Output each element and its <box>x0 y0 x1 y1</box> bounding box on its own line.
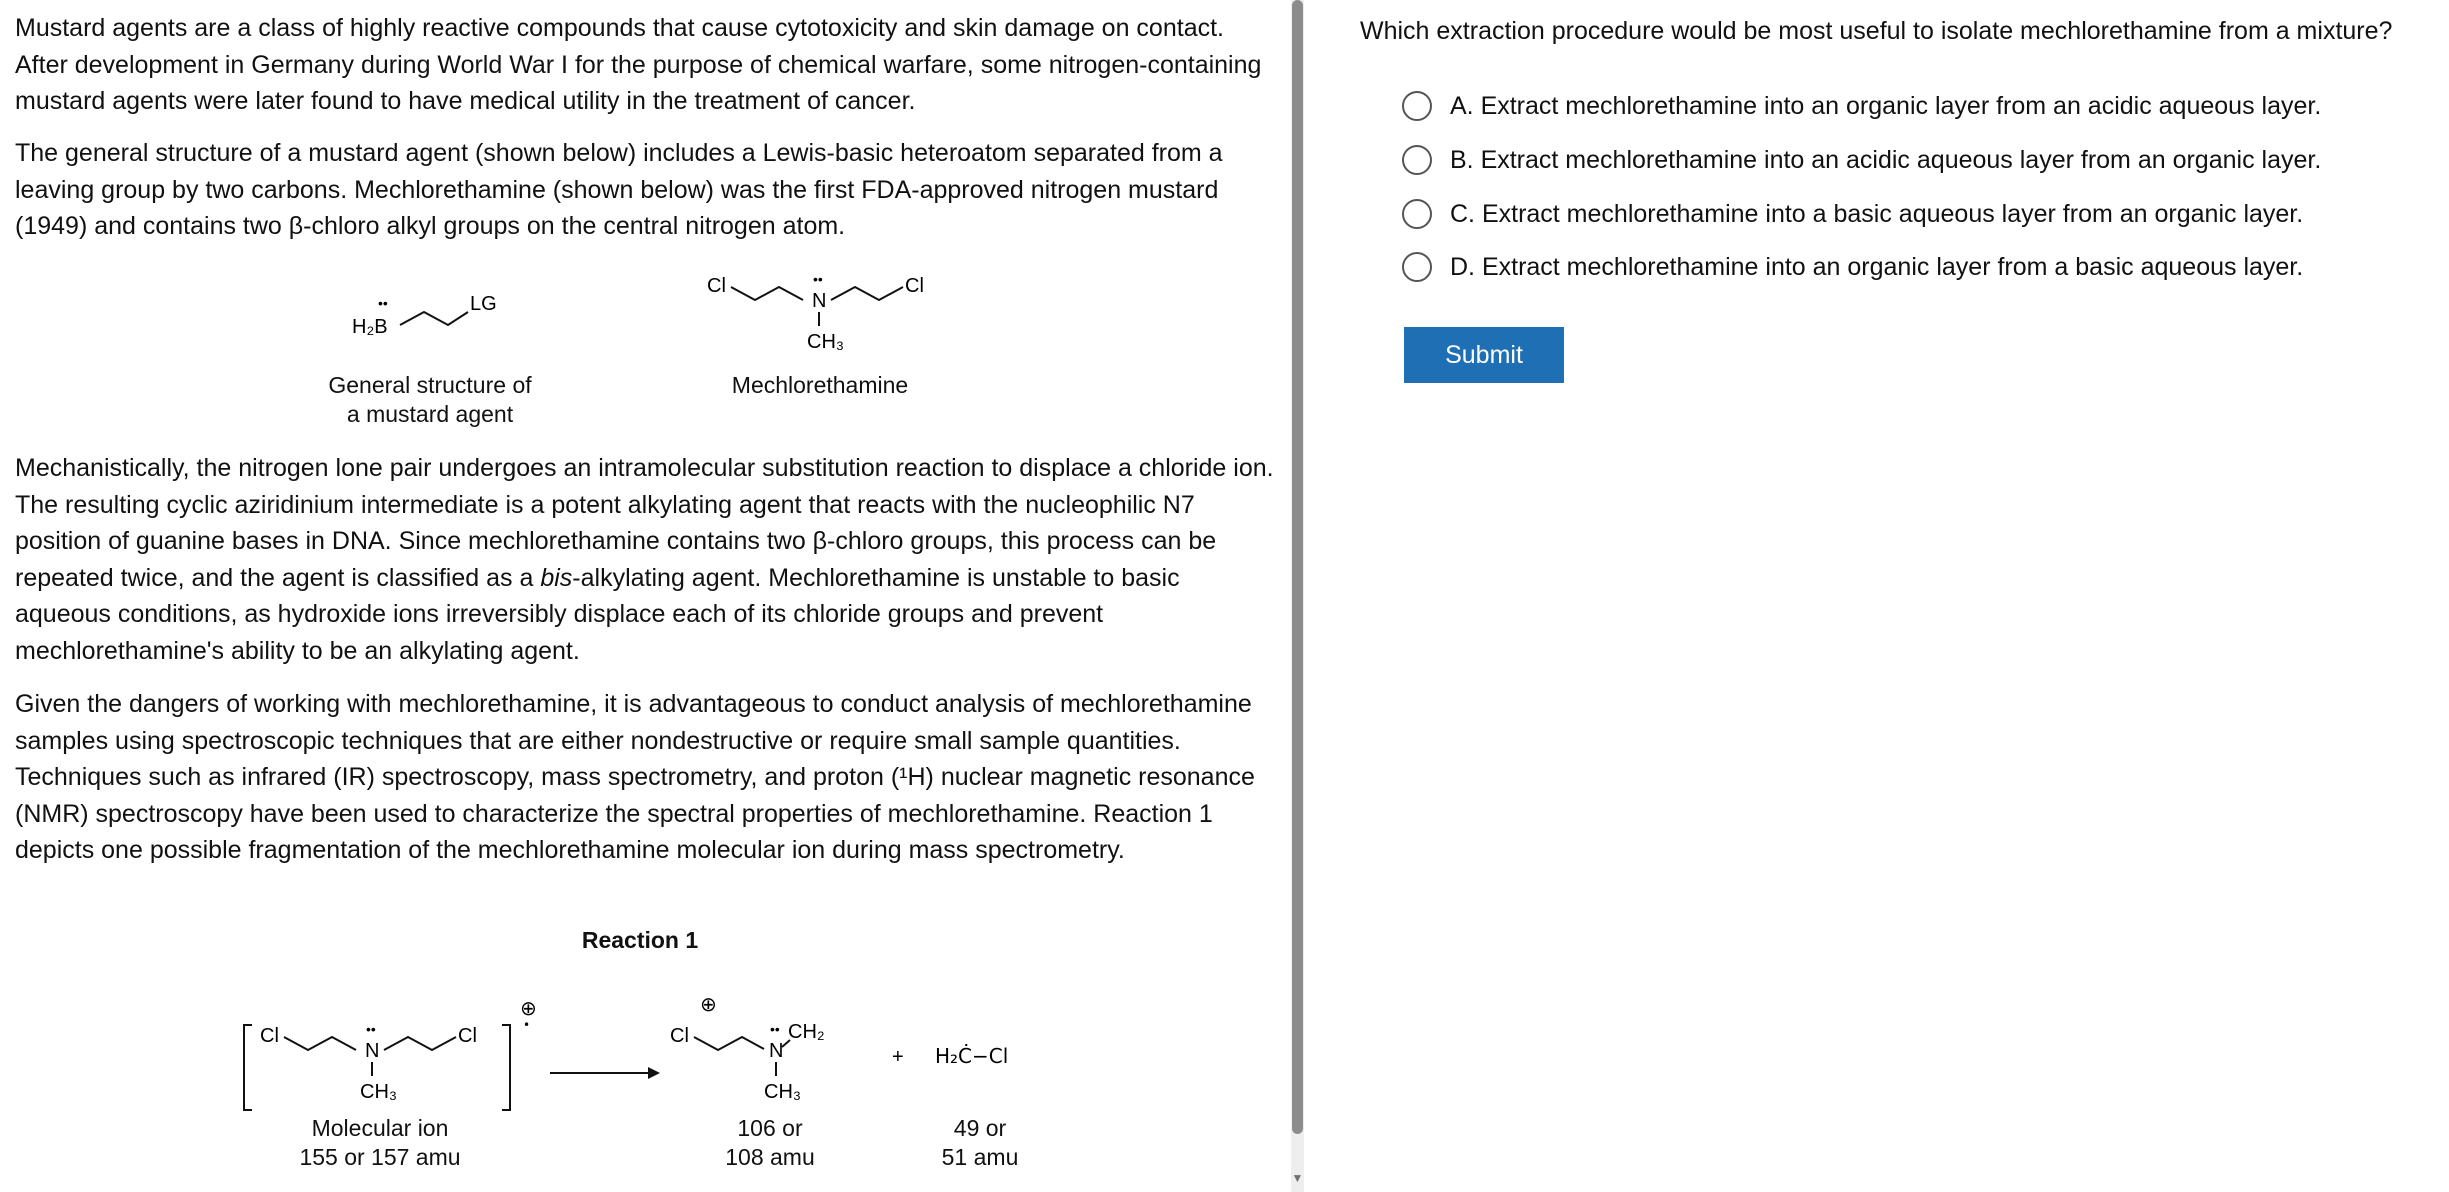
passage-paragraph-3 <box>15 450 1280 669</box>
carbon-chain <box>400 312 468 325</box>
chloromethyl-radical: H₂Ċ−Cl <box>935 1044 1009 1068</box>
right-chain <box>831 287 903 300</box>
option-label[interactable]: C. Extract mechlorethamine into a basic aqueous layer from an organic layer. <box>1450 199 2304 228</box>
fragment1-caption <box>700 1114 840 1172</box>
option-label[interactable]: A. Extract mechlorethamine into an organic layer from an acidic aqueous layer. <box>1450 91 2322 120</box>
fragment-cl: Cl <box>670 1025 689 1047</box>
scrollbar-thumb[interactable] <box>1292 0 1303 1134</box>
right-bracket <box>502 1025 510 1110</box>
option-c[interactable] <box>1402 194 2303 234</box>
submit-button[interactable]: Submit <box>1404 327 1564 383</box>
question-text: Which extraction procedure would be most useful to isolate mechlorethamine from a mixture? <box>1360 17 2393 45</box>
general-mustard-structure <box>340 270 540 350</box>
cl-right-label: Cl <box>905 275 924 297</box>
ion-cl-right: Cl <box>458 1025 477 1047</box>
general-structure-caption <box>310 371 550 429</box>
radio-button-icon[interactable] <box>1402 145 1432 175</box>
caption-line: 108 amu <box>725 1144 815 1170</box>
fragment-methyl: CH₃ <box>764 1081 802 1103</box>
lg-label: LG <box>470 293 497 315</box>
radio-button-icon[interactable] <box>1402 91 1432 121</box>
lone-pair-dots: •• <box>366 1021 376 1037</box>
question-pane <box>1304 0 2449 1192</box>
fragment-nitrogen: N <box>769 1040 784 1062</box>
methyl-label: CH₃ <box>807 331 845 353</box>
radical-cation-charge: ⊕ <box>520 996 537 1020</box>
cl-left-label: Cl <box>707 275 726 297</box>
mechlorethamine-caption: Mechlorethamine <box>731 372 909 398</box>
ion-cl-left: Cl <box>260 1025 279 1047</box>
ion-methyl: CH₃ <box>360 1081 398 1103</box>
ion-left-chain <box>284 1037 356 1050</box>
option-label[interactable]: B. Extract mechlorethamine into an acidic aqueous layer from an organic layer. <box>1450 145 2322 174</box>
cation-charge: ⊕ <box>700 992 717 1016</box>
option-a[interactable] <box>1402 86 2321 126</box>
option-label[interactable]: D. Extract mechlorethamine into an organic layer from a basic aqueous layer. <box>1450 252 2304 281</box>
passage-paragraph-4: Given the dangers of working with mechlorethamine, it is advantageous to conduct analysis of mechlorethamine samples using spectroscopic techniques that are either nondestructive or require small sample quantities. Techniques such as infrared (IR) spectroscopy, mass spectrometry, and proton (¹H) nuclear magnetic resonance (NMR) spectroscopy have been used to characterize the spectral properties of mechlorethamine. Reaction 1 depicts one possible fragmentation of the mechlorethamine molecular ion during mass spectrometry. <box>15 690 1255 864</box>
caption-line: 155 or 157 amu <box>299 1144 461 1170</box>
reaction-title: Reaction 1 <box>581 927 699 953</box>
option-b[interactable] <box>1402 140 2321 180</box>
molecular-ion-caption <box>270 1114 490 1172</box>
ion-right-chain <box>384 1037 456 1050</box>
mechlorethamine-structure <box>695 262 955 362</box>
radical-dot: • <box>523 1018 531 1032</box>
caption-line: 51 amu <box>941 1144 1019 1170</box>
left-chain <box>731 287 803 300</box>
nitrogen-label: N <box>812 290 827 312</box>
lone-pair-dots: •• <box>770 1021 780 1037</box>
plus-sign: + <box>892 1046 904 1068</box>
option-d[interactable] <box>1402 247 2303 287</box>
caption-line: 106 or <box>737 1115 803 1141</box>
paragraph-text: Mechanistically, the nitrogen lone pair undergoes an intramolecular substitution reaction to displace a chloride ion. The resulting cyclic aziridinium intermediate is a potent alkylating agent that reacts with the nucleophilic N7 position of guanine bases in DNA. Since mechlorethamine contains two β-chloro groups, this process can be repeated twice, and the agent is classified as a <box>15 454 1274 592</box>
caption-line: a mustard agent <box>346 401 514 427</box>
ion-nitrogen: N <box>365 1040 380 1062</box>
lone-pair-dots: •• <box>813 271 823 287</box>
h2b-label: H₂B <box>352 316 388 338</box>
radio-button-icon[interactable] <box>1402 252 1432 282</box>
caption-line: Molecular ion <box>311 1115 449 1141</box>
italic-term: bis <box>540 563 573 592</box>
caption-line: 49 or <box>953 1115 1007 1141</box>
arrow-head <box>648 1067 660 1079</box>
paragraph-text: -alkylating agent. Mechlorethamine is unstable to basic aqueous conditions, as hydroxide ions irreversibly displace each of its chloride groups and prevent mechlorethamine's ability to be an alkylating agent. <box>15 563 1180 665</box>
reaction-1-scheme <box>230 985 1090 1115</box>
fragment2-caption <box>920 1114 1040 1172</box>
scroll-down-arrow-icon[interactable]: ▼ <box>1291 1171 1304 1185</box>
fragment-ch2: CH₂ <box>788 1021 825 1043</box>
passage-paragraph-1: Mustard agents are a class of highly reactive compounds that cause cytotoxicity and skin damage on contact. After development in Germany during World War I for the purpose of chemical warfare, some nitrogen-containing mustard agents were later found to have medical utility in the treatment of cancer. <box>15 14 1262 115</box>
radio-button-icon[interactable] <box>1402 199 1432 229</box>
lone-pair-dots: •• <box>378 295 388 311</box>
passage-paragraph-2: The general structure of a mustard agent (shown below) includes a Lewis-basic heteroatom separated from a leaving group by two carbons. Mechlorethamine (shown below) was the first FDA-approved nitrogen mustard (1949) and contains two β-chloro alkyl groups on the central nitrogen atom. <box>15 139 1223 240</box>
fragment-chain <box>694 1037 764 1050</box>
caption-line: General structure of <box>328 372 532 398</box>
left-bracket <box>244 1025 252 1110</box>
